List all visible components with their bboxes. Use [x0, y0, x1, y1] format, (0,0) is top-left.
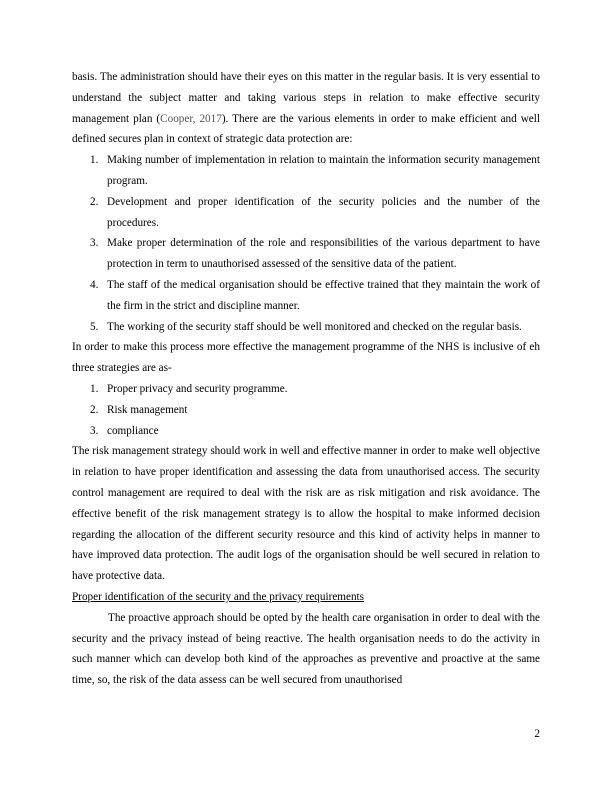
list-item-text: compliance	[107, 424, 159, 437]
list-item-text: Development and proper identification of the security policies and the number of the procedures.	[107, 195, 540, 229]
list-item	[72, 317, 540, 338]
page-number: 2	[534, 728, 540, 740]
list-item	[72, 400, 540, 421]
list-item-number: 1.	[90, 154, 99, 167]
list-item-text: Making number of implementation in relation to maintain the information security management program.	[107, 154, 540, 187]
list-item	[72, 275, 540, 317]
list-item-number: 5.	[90, 320, 99, 333]
page-content	[72, 67, 540, 691]
risk-management-paragraph: The risk management strategy should work in well and effective manner in order to make well objective in relation to have proper identification and assessing the data from unauthorised access. The security control management are required to deal with the risk are as risk mitigation and risk avoidance. The effective benefit of the risk management strategy is to allow the hospital to make informed decision regarding the allocation of the different security resource and this kind of activity helps in manner to have improved data protection. The audit logs of the organisation should be well secured in relation to have protective data.	[72, 445, 540, 583]
list-item	[72, 150, 540, 192]
list-item	[72, 421, 540, 442]
section-heading: Proper identification of the security and the privacy requirements	[72, 590, 365, 603]
intro-text-after-citation: ). There are the various elements in order to make efficient and well defined secures plan in context of strategic data protection are:	[72, 112, 540, 146]
proactive-approach-paragraph: The proactive approach should be opted by the health care organisation in order to deal with the security and the privacy instead of being reactive. The health organisation needs to do the activity in such manner which can develop both kind of the approaches as preventive and proactive at the same time, so, the risk of the data assess can be well secured from unauthorised	[72, 611, 540, 687]
list-item-number: 1.	[90, 382, 99, 395]
list-item-number: 2.	[90, 403, 99, 416]
nhs-strategies-list	[72, 379, 540, 441]
list-item-number: 2.	[90, 195, 99, 208]
intro-text-before-citation: basis. The administration should have their eyes on this matter in the regular basis. It is very essential to understand the subject matter and taking various steps in relation to make effective security management plan (	[72, 71, 540, 125]
list-item-text: Make proper determination of the role and responsibilities of the various department to have protection in term to unauthorised assessed of the sensitive data of the patient.	[107, 237, 540, 271]
list-item	[72, 233, 540, 275]
intro-paragraph	[72, 67, 540, 150]
strategies-intro-paragraph: In order to make this process more effective the management programme of the NHS is inclusive of eh three strategies are as-	[72, 341, 540, 375]
list-item-number: 3.	[90, 424, 99, 437]
list-item-text: The working of the security staff should be well monitored and checked on the regular basis.	[107, 320, 522, 333]
citation-cooper-2017: Cooper, 2017	[160, 112, 222, 125]
list-item	[72, 192, 540, 234]
list-item-text: The staff of the medical organisation should be effective trained that they maintain the work of the firm in the strict and discipline manner.	[107, 278, 540, 312]
list-item-number: 4.	[90, 278, 99, 291]
list-item-text: Proper privacy and security programme.	[107, 382, 288, 395]
list-item	[72, 379, 540, 400]
security-elements-list	[72, 150, 540, 337]
list-item-text: Risk management	[107, 403, 188, 416]
list-item-number: 3.	[90, 237, 99, 250]
